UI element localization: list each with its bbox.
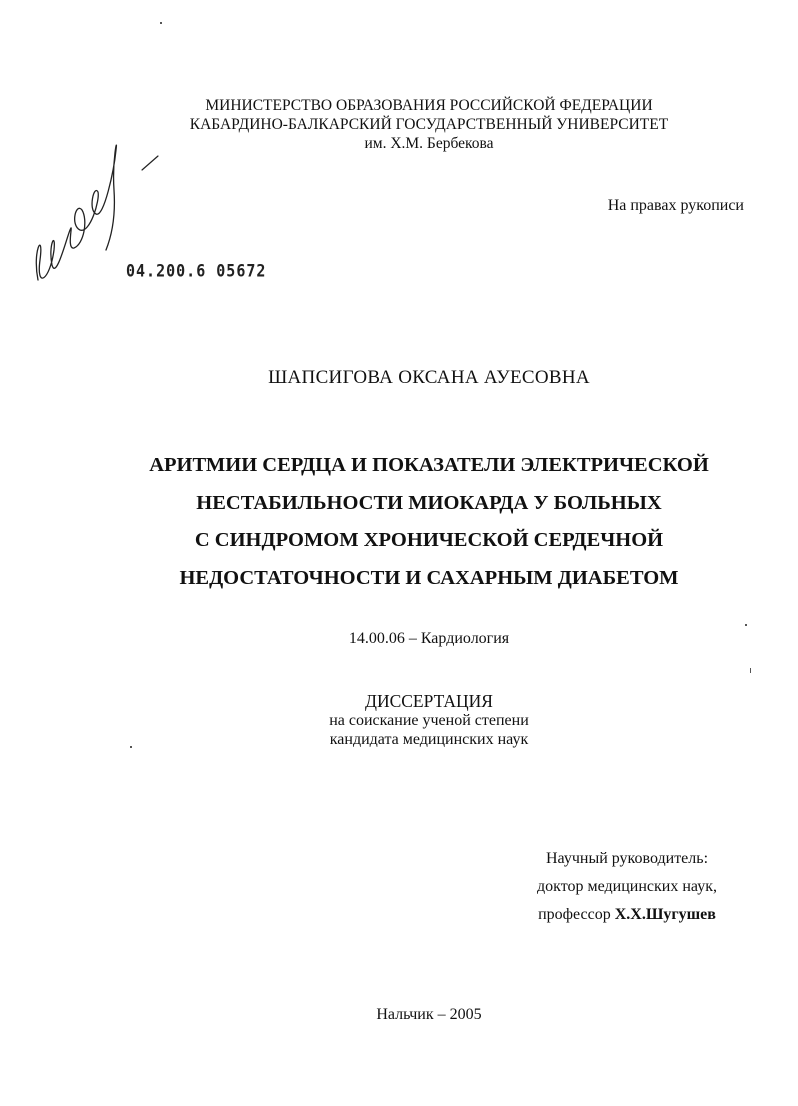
author-name: ШАПСИГОВА ОКСАНА АУЕСОВНА (268, 367, 590, 388)
supervisor-name: Х.Х.Шугушев (614, 906, 716, 923)
city-year: Нальчик – 2005 (376, 1006, 482, 1023)
title-line: АРИТМИИ СЕРДЦА И ПОКАЗАТЕЛИ ЭЛЕКТРИЧЕСКОЙ (149, 454, 709, 476)
supervisor-degree: доктор медицинских наук, (537, 878, 717, 895)
university-namesake-line: им. Х.М. Бербекова (364, 135, 494, 152)
supervisor-title: профессор (538, 906, 611, 923)
degree-name: кандидата медицинских наук (329, 731, 529, 748)
scan-speck (750, 668, 751, 673)
supervisor-block (512, 845, 742, 929)
title-line: НЕДОСТАТОЧНОСТИ И САХАРНЫМ ДИАБЕТОМ (179, 566, 679, 589)
scan-speck (745, 624, 747, 626)
title-line: НЕСТАБИЛЬНОСТИ МИОКАРДА У БОЛЬНЫХ (196, 491, 662, 514)
manuscript-rights-note: На правах рукописи (607, 197, 744, 214)
registry-number-stamp: 04.200.6 05672 (126, 260, 267, 282)
dissertation-block (0, 692, 798, 749)
university-line: КАБАРДИНО-БАЛКАРСКИЙ ГОСУДАРСТВЕННЫЙ УНИВЕРСИТЕТ (189, 116, 669, 133)
scan-speck (130, 746, 132, 748)
dissertation-type: ДИССЕРТАЦИЯ (365, 691, 493, 711)
degree-purpose: на соискание ученой степени (329, 712, 529, 729)
dissertation-title (0, 447, 798, 597)
supervisor-title-line (512, 901, 742, 929)
title-line: С СИНДРОМОМ ХРОНИЧЕСКОЙ СЕРДЕЧНОЙ (194, 529, 664, 551)
specialty-code: 14.00.06 – Кардиология (348, 630, 510, 647)
supervisor-label: Научный руководитель: (545, 850, 709, 867)
scan-speck (160, 22, 162, 24)
ministry-line: МИНИСТЕРСТВО ОБРАЗОВАНИЯ РОССИЙСКОЙ ФЕДЕРАЦИИ (205, 97, 653, 114)
